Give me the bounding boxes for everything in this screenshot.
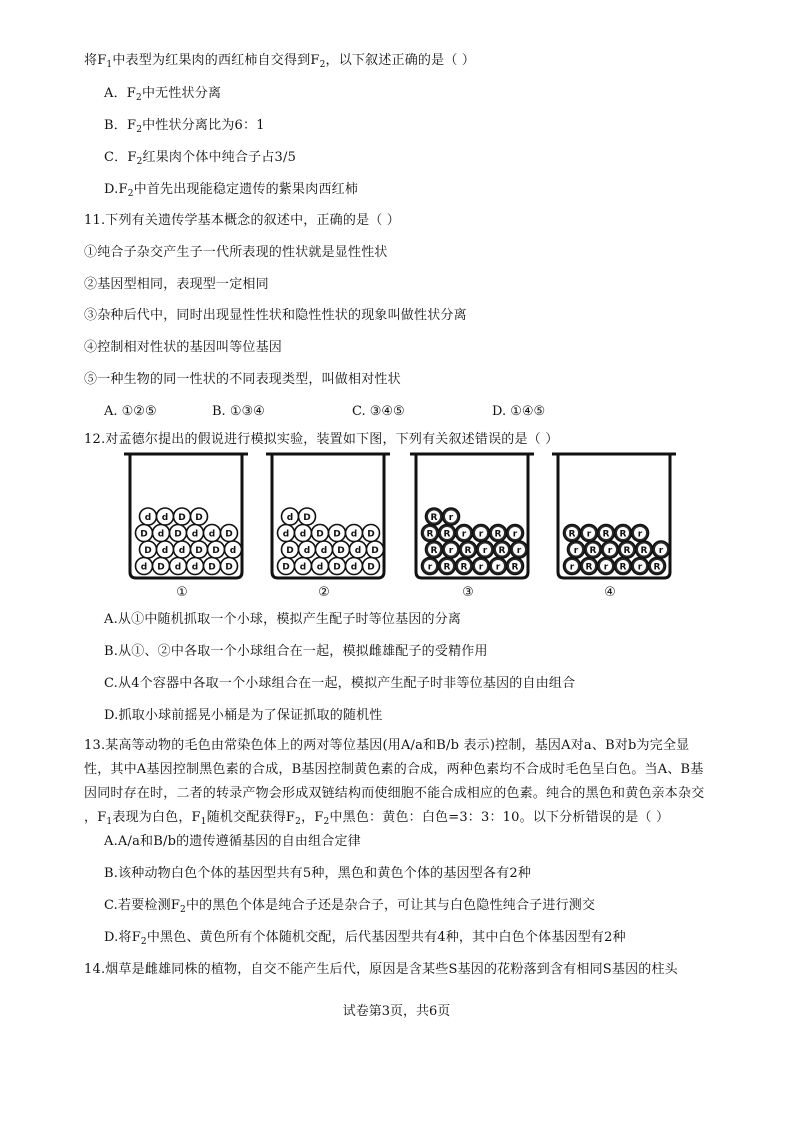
- beakers-figure: [110, 446, 700, 606]
- ball-label: D: [157, 562, 165, 573]
- q12-stem: 12.对孟德尔提出的假说进行模拟实验，装置如下图，下列有关叙述错误的是（ ）: [84, 432, 559, 447]
- ball-label: d: [178, 546, 186, 556]
- beaker-label: ①: [176, 585, 188, 600]
- ball-label: d: [191, 562, 199, 573]
- q11-statement-3: ③杂种后代中，同时出现显性性状和隐性性状的现象叫做性状分离: [84, 308, 467, 323]
- beaker-4: [552, 454, 676, 600]
- ball-label: D: [195, 513, 203, 523]
- q13-stem-line-1: 13.某高等动物的毛色由常染色体上的两对等位基因(用A/a和B/b 表示)控制，基因A对a、B对b为完全显: [84, 738, 690, 753]
- ball-label: d: [157, 529, 165, 540]
- ball-label: r: [607, 546, 613, 556]
- q12-option-a: A.从①中随机抓取一个小球，模拟产生配子时等位基因的分离: [104, 612, 462, 627]
- ball-label: D: [140, 529, 148, 540]
- ball-label: R: [443, 529, 451, 540]
- ball-label: R: [430, 513, 438, 523]
- ball-label: d: [316, 562, 324, 573]
- q11-statement-2: ②基因型相同，表现型一定相同: [84, 277, 269, 292]
- ball-label: R: [653, 562, 661, 573]
- ball-label: d: [174, 562, 182, 573]
- q11-option-d: D. ①④⑤: [492, 404, 546, 419]
- ball-label: R: [494, 529, 502, 540]
- ball-label: d: [354, 546, 362, 556]
- q14-stem: 14.烟草是雌雄同株的植物，自交不能产生后代，原因是含某些S基因的花粉落到含有相同S基因的柱头: [84, 962, 678, 977]
- q10-option-b: B．$F_2$中性状分离比为6：1: [104, 118, 265, 135]
- ball-label: D: [225, 529, 233, 540]
- ball-label: D: [208, 562, 216, 573]
- page-footer: 试卷第3页，共6页: [342, 1004, 451, 1019]
- beaker-1: [124, 454, 248, 600]
- ball-label: R: [430, 546, 438, 556]
- ball-label: r: [448, 513, 454, 523]
- ball-label: D: [337, 546, 345, 556]
- q13-option-b: B.该种动物白色个体的基因型共有5种，黑色和黄色个体的基因型各有2种: [104, 866, 532, 881]
- q11-statement-4: ④控制相对性状的基因叫等位基因: [84, 340, 283, 355]
- ball-label: D: [371, 546, 379, 556]
- ball-label: R: [511, 562, 519, 573]
- beaker-3: [410, 454, 534, 600]
- q12-option-b: B.从①、②中各取一个小球组合在一起，模拟雌雄配子的受精作用: [104, 644, 488, 659]
- ball-label: r: [658, 546, 664, 556]
- ball-label: R: [426, 529, 434, 540]
- ball-label: r: [637, 529, 643, 540]
- ball-label: r: [482, 546, 488, 556]
- ball-label: R: [464, 546, 472, 556]
- beaker-2: [266, 454, 390, 600]
- ball-label: R: [619, 529, 627, 540]
- ball-label: R: [640, 546, 648, 556]
- q11-stem: 11.下列有关遗传学基本概念的叙述中，正确的是（ ）: [84, 213, 401, 228]
- ball-label: D: [212, 546, 220, 556]
- q11-option-b: B. ①③④: [212, 404, 265, 419]
- q12-option-d: D.抓取小球前摇晃小桶是为了保证抓取的随机性: [104, 708, 383, 723]
- q10-option-c: C．$F_2$红果肉个体中纯合子占3/5: [104, 150, 297, 167]
- ball-label: r: [478, 529, 484, 540]
- q13-stem-line-4: ，$F_1$表现为白色，$F_1$随机交配获得$F_2$，$F_2$中黑色：黄色：白色=3：3：10。以下分析错误的是（ ）: [84, 810, 670, 827]
- ball-label: R: [443, 562, 451, 573]
- ball-label: R: [460, 562, 468, 573]
- ball-label: d: [161, 546, 169, 556]
- ball-label: r: [461, 529, 467, 540]
- ball-label: d: [208, 529, 216, 540]
- q11-option-c: C. ③④⑤: [352, 404, 405, 419]
- q10-option-a: A．$F_2$中无性状分离: [104, 86, 222, 103]
- ball-label: D: [367, 562, 375, 573]
- q11-statement-5: ⑤一种生物的同一性状的不同表现类型，叫做相对性状: [84, 372, 401, 387]
- ball-label: d: [144, 513, 152, 523]
- ball-label: D: [367, 529, 375, 540]
- ball-label: R: [585, 562, 593, 573]
- ball-label: d: [299, 529, 307, 540]
- ball-label: D: [225, 562, 233, 573]
- ball-label: d: [282, 529, 290, 540]
- ball-label: d: [140, 562, 148, 573]
- ball-label: d: [299, 562, 307, 573]
- ball-label: d: [350, 529, 358, 540]
- ball-label: d: [303, 546, 311, 556]
- ball-label: r: [516, 546, 522, 556]
- ball-label: D: [333, 562, 341, 573]
- ball-label: r: [478, 562, 484, 573]
- ball-label: D: [333, 529, 341, 540]
- q12-option-c: C.从4个容器中各取一个小球组合在一起，模拟产生配子时非等位基因的自由组合: [104, 676, 576, 691]
- ball-label: r: [512, 529, 518, 540]
- q13-option-a: A.A/a和B/b的遗传遵循基因的自由组合定律: [104, 834, 361, 849]
- ball-label: R: [623, 546, 631, 556]
- ball-label: d: [191, 529, 199, 540]
- ball-label: r: [603, 562, 609, 573]
- ball-label: D: [144, 546, 152, 556]
- ball-label: R: [619, 562, 627, 573]
- q10-stem: 将$F_1$中表型为红果肉的西红柿自交得到$F_2$，以下叙述正确的是（ ）: [84, 53, 476, 70]
- q11-statement-1: ①纯合子杂交产生子一代所表现的性状就是显性性状: [84, 245, 388, 260]
- ball-label: R: [498, 546, 506, 556]
- ball-label: d: [161, 513, 169, 523]
- ball-label: D: [178, 513, 186, 523]
- ball-label: r: [586, 529, 592, 540]
- ball-label: d: [286, 513, 294, 523]
- q13-option-d: D.将$F_2$中黑色、黄色所有个体随机交配，后代基因型共有4种，其中白色个体基因型有2种: [104, 930, 626, 947]
- q13-stem-line-2: 性，其中A基因控制黑色素的合成，B基因控制黄色素的合成，两种色素均不合成时毛色呈白色。当A、B基: [84, 762, 704, 777]
- q13-stem-line-3: 因同时存在时，二者的转录产物会形成双链结构而使细胞不能合成相应的色素。纯合的黑色和黄色亲本杂交: [84, 786, 705, 801]
- ball-label: D: [286, 546, 294, 556]
- beaker-label: ④: [604, 585, 616, 600]
- ball-label: D: [303, 513, 311, 523]
- ball-label: R: [568, 529, 576, 540]
- ball-label: r: [637, 562, 643, 573]
- ball-label: r: [427, 562, 433, 573]
- ball-label: r: [448, 546, 454, 556]
- ball-label: R: [589, 546, 597, 556]
- ball-label: r: [569, 562, 575, 573]
- ball-label: d: [320, 546, 328, 556]
- ball-label: d: [350, 562, 358, 573]
- ball-label: D: [195, 546, 203, 556]
- ball-label: D: [316, 529, 324, 540]
- q13-option-c: C.若要检测$F_2$中的黑色个体是纯合子还是杂合子，可让其与白色隐性纯合子进行测交: [104, 898, 596, 915]
- beaker-label: ②: [318, 585, 330, 600]
- q11-option-a: A. ①②⑤: [104, 404, 157, 419]
- ball-label: D: [282, 562, 290, 573]
- ball-label: d: [229, 546, 237, 556]
- beaker-label: ③: [462, 585, 474, 600]
- ball-label: R: [602, 529, 610, 540]
- q10-option-d: $D.F_2$中首先出现能稳定遗传的紫果肉西红柿: [104, 182, 359, 199]
- ball-label: r: [495, 562, 501, 573]
- ball-label: D: [174, 529, 182, 540]
- ball-label: r: [573, 546, 579, 556]
